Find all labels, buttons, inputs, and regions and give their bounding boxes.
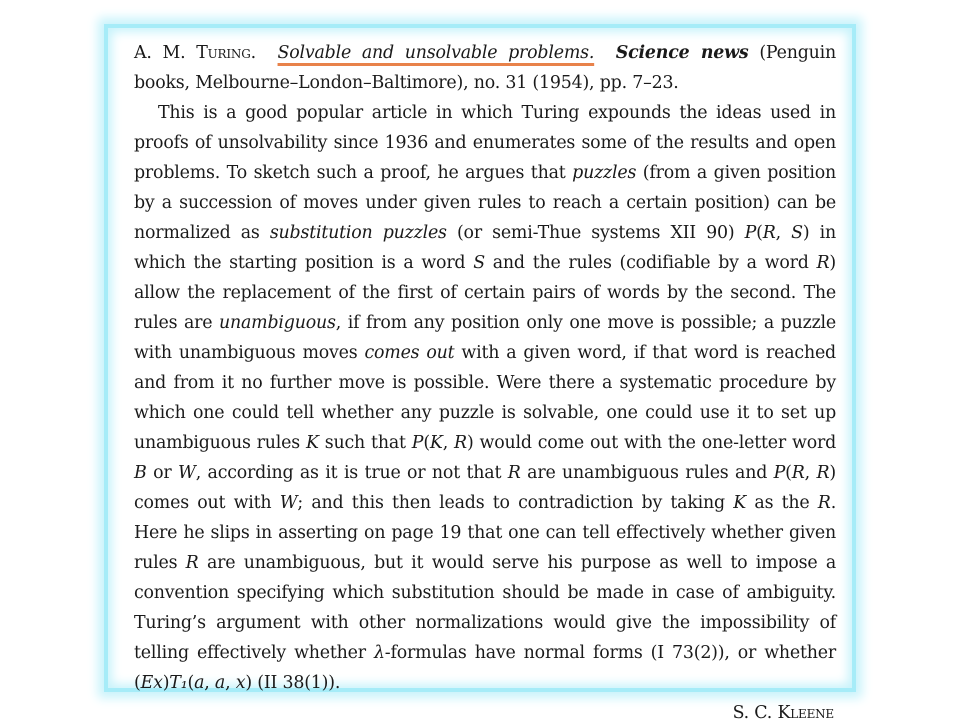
review-text: , — [225, 673, 236, 693]
review-text: , — [775, 223, 792, 243]
review-text: ( — [187, 673, 195, 693]
review-italic-text: substitution puzzles — [269, 223, 447, 243]
review-italic-text: R — [507, 463, 521, 483]
review-italic-text: K — [429, 433, 443, 453]
review-text: or — [146, 463, 178, 483]
review-text: ) would come out with the one-letter word — [466, 433, 837, 453]
review-italic-text: R — [817, 493, 831, 513]
review-text: ) allow the replacement of the first of certain pairs of words by the second. The rules are — [134, 253, 836, 333]
review-italic-text: S — [473, 253, 485, 273]
review-italic-text: unambiguous — [219, 313, 336, 333]
review-text: , — [804, 463, 817, 483]
review-italic-text: puzzles — [572, 163, 637, 183]
review-text: , according as it is true or not that — [195, 463, 508, 483]
review-text: with a given word, if that word is reached and from it no further move is possible. Were there a systematic procedure by which one could tell whether any puzzle is solvable, one could use it to set up unambiguous rules — [134, 343, 836, 453]
review-text: (from a given position by a succession of moves under given rules to reach a certain position) can be normalized as — [134, 163, 836, 243]
review-text: ) — [162, 673, 170, 693]
review-text: are unambiguous rules and — [520, 463, 774, 483]
review-text: , if from any position only one move is possible; a puzzle with unambiguous moves — [134, 313, 836, 363]
review-italic-text: R — [816, 463, 830, 483]
review-text: -formulas have normal forms (I 73(2)), or whether ( — [134, 643, 836, 693]
review-italic-text: P — [744, 223, 757, 243]
review-italic-text: T₁ — [169, 673, 188, 693]
citation-author: A. M. Turing. — [134, 43, 256, 63]
review-italic-text: R — [762, 223, 776, 243]
review-italic-text: K — [733, 493, 747, 513]
review-italic-text: x — [235, 673, 246, 693]
citation-details: (Penguin books, Melbourne–London–Baltimore), no. 31 (1954), pp. 7–23. — [134, 43, 837, 93]
review-italic-text: a — [194, 673, 205, 693]
review-italic-text: Ex — [140, 673, 163, 693]
review-italic-text: S — [791, 223, 803, 243]
review-text: such that — [318, 433, 412, 453]
review-italic-text: R — [791, 463, 805, 483]
review-italic-text: a — [214, 673, 226, 693]
review-text: , — [204, 673, 215, 693]
review-text: ) (II 38(1)). — [245, 673, 341, 693]
review-text: are unambiguous, but it would serve his purpose as well to impose a convention specifying which substitution should be made in case of ambiguity. Turing’s argument with other normalizations would give the impossibility of telling effectively whether — [134, 553, 837, 663]
citation — [134, 38, 836, 98]
review-text: and the rules (codifiable by a word — [484, 253, 817, 273]
review-text: ( — [756, 223, 763, 243]
document-text — [134, 38, 836, 728]
review-text: ) comes out with — [134, 463, 836, 513]
review-italic-text: K — [305, 433, 319, 453]
review-text: (or semi-Thue systems XII 90) — [446, 223, 745, 243]
review-italic-text: P — [773, 463, 786, 483]
review-italic-text: P — [411, 433, 424, 453]
document-frame — [104, 24, 856, 723]
review-italic-text: λ — [373, 643, 385, 663]
citation-title: Solvable and unsolvable problems. — [277, 43, 595, 63]
review-text: ) in which the starting position is a word — [134, 223, 837, 273]
review-italic-text: R — [185, 553, 199, 573]
reviewer-name: S. C. Kleene — [732, 703, 834, 723]
review-text: as the — [746, 493, 818, 513]
review-italic-text: W — [279, 493, 298, 513]
review-text: ( — [423, 433, 430, 453]
review-body — [134, 98, 836, 698]
review-text: ; and this then leads to contradiction by taking — [297, 493, 734, 513]
review-text: , — [442, 433, 455, 453]
review-italic-text: B — [134, 463, 147, 483]
review-italic-text: R — [816, 253, 830, 273]
review-text: . Here he slips in asserting on page 19 that one can tell effectively whether given rules — [134, 493, 837, 573]
citation-journal: Science news — [615, 43, 749, 63]
review-italic-text: W — [178, 463, 196, 483]
review-text: ( — [785, 463, 792, 483]
review-italic-text: R — [454, 433, 467, 453]
review-italic-text: comes out — [364, 343, 455, 363]
review-text: This is a good popular article in which Turing expounds the ideas used in proofs of unsolvability since 1936 and enumerates some of the results and open problems. To sketch such a proof, he argues that — [134, 103, 836, 183]
